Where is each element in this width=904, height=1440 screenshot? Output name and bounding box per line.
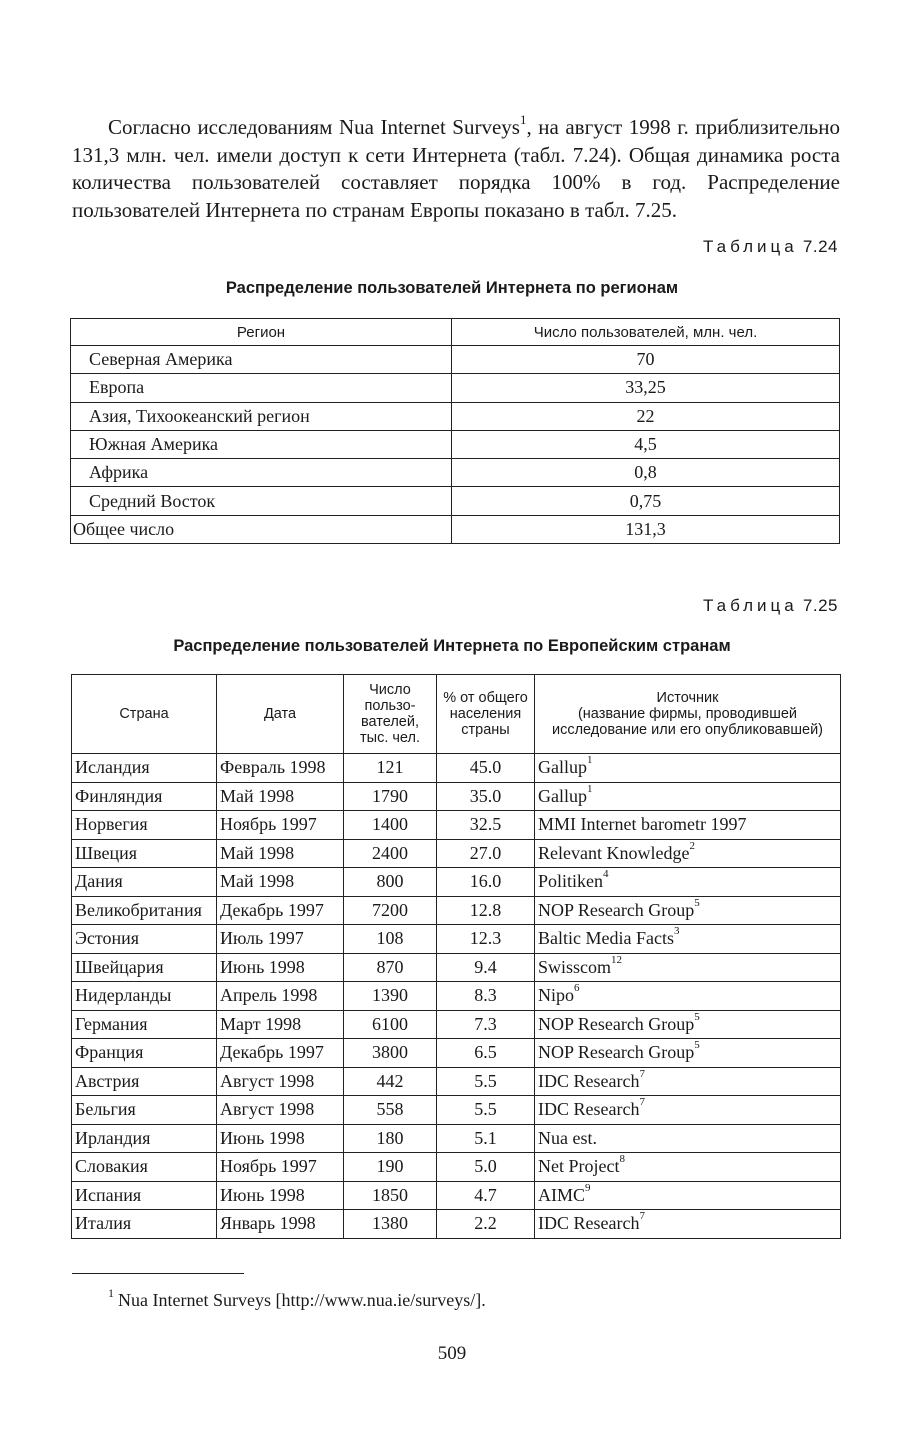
table-row bbox=[72, 868, 841, 897]
table-row bbox=[72, 1124, 841, 1153]
source-name: Baltic Media Facts bbox=[538, 928, 674, 949]
source-footnote-ref: 5 bbox=[694, 1010, 700, 1023]
source-name: IDC Research bbox=[538, 1213, 640, 1234]
country-cell: Швейцария bbox=[72, 953, 217, 982]
source-footnote-ref: 1 bbox=[587, 782, 593, 795]
source-cell bbox=[535, 1124, 841, 1153]
country-cell: Словакия bbox=[72, 1153, 217, 1182]
header-source: Источник (название фирмы, проводившей исследование или его опубликовавшей) bbox=[535, 675, 841, 754]
source-name: AIMC bbox=[538, 1184, 586, 1205]
users-cell: 121 bbox=[344, 754, 437, 783]
source-cell bbox=[535, 839, 841, 868]
source-name: NOP Research Group bbox=[538, 1013, 695, 1034]
source-name: Nipo bbox=[538, 985, 574, 1006]
country-cell: Швеция bbox=[72, 839, 217, 868]
source-footnote-ref: 5 bbox=[694, 1039, 700, 1052]
country-cell: Дания bbox=[72, 868, 217, 897]
header-date: Дата bbox=[217, 675, 344, 754]
percent-cell: 16.0 bbox=[437, 868, 535, 897]
source-name: Nua est. bbox=[538, 1127, 597, 1148]
table-2-label: Таблица 7.25 bbox=[703, 596, 838, 615]
source-cell bbox=[535, 982, 841, 1011]
table-row bbox=[72, 1067, 841, 1096]
source-footnote-ref: 7 bbox=[639, 1067, 645, 1080]
date-cell: Июль 1997 bbox=[217, 925, 344, 954]
header-percent: % от общего населения страны bbox=[437, 675, 535, 754]
country-cell: Бельгия bbox=[72, 1096, 217, 1125]
source-footnote-ref: 2 bbox=[689, 839, 695, 852]
source-footnote-ref: 7 bbox=[639, 1210, 645, 1223]
percent-cell: 12.3 bbox=[437, 925, 535, 954]
country-cell: Финляндия bbox=[72, 782, 217, 811]
source-footnote-ref: 1 bbox=[587, 754, 593, 767]
paragraph-part-1: Согласно исследованиям Nua Internet Surveys bbox=[108, 115, 520, 139]
date-cell: Ноябрь 1997 bbox=[217, 1153, 344, 1182]
country-cell: Испания bbox=[72, 1181, 217, 1210]
users-cell: 3800 bbox=[344, 1039, 437, 1068]
source-cell bbox=[535, 953, 841, 982]
table-row bbox=[72, 1181, 841, 1210]
date-cell: Май 1998 bbox=[217, 868, 344, 897]
users-cell: 7200 bbox=[344, 896, 437, 925]
table-row bbox=[72, 925, 841, 954]
source-cell bbox=[535, 896, 841, 925]
region-cell: Северная Америка bbox=[71, 346, 452, 374]
region-cell: Европа bbox=[71, 374, 452, 402]
source-name: IDC Research bbox=[538, 1070, 640, 1091]
source-name: MMI Internet barometr 1997 bbox=[538, 814, 747, 835]
region-cell: Общее число bbox=[71, 515, 452, 543]
country-cell: Италия bbox=[72, 1210, 217, 1239]
percent-cell: 9.4 bbox=[437, 953, 535, 982]
source-cell bbox=[535, 754, 841, 783]
footnote bbox=[108, 1286, 486, 1311]
table-header-row bbox=[72, 675, 841, 754]
country-cell: Ирландия bbox=[72, 1124, 217, 1153]
source-cell bbox=[535, 1067, 841, 1096]
source-cell bbox=[535, 1210, 841, 1239]
source-footnote-ref: 12 bbox=[611, 953, 623, 966]
users-cell: 870 bbox=[344, 953, 437, 982]
percent-cell: 6.5 bbox=[437, 1039, 535, 1068]
footnote-text: Nua Internet Surveys [http://www.nua.ie/surveys/]. bbox=[118, 1290, 486, 1310]
region-cell: Средний Восток bbox=[71, 487, 452, 515]
users-cell: 800 bbox=[344, 868, 437, 897]
country-cell: Австрия bbox=[72, 1067, 217, 1096]
header-users: Число пользо- вателей, тыс. чел. bbox=[344, 675, 437, 754]
table-row bbox=[72, 953, 841, 982]
table-1-title: Распределение пользователей Интернета по регионам bbox=[225, 279, 679, 297]
source-footnote-ref: 3 bbox=[673, 925, 680, 938]
users-cell: 1400 bbox=[344, 811, 437, 840]
percent-cell: 5.1 bbox=[437, 1124, 535, 1153]
header-users: Число пользователей, млн. чел. bbox=[452, 319, 840, 346]
table-row bbox=[71, 459, 840, 487]
users-cell: 6100 bbox=[344, 1010, 437, 1039]
users-cell: 1380 bbox=[344, 1210, 437, 1239]
country-cell: Эстония bbox=[72, 925, 217, 954]
percent-cell: 32.5 bbox=[437, 811, 535, 840]
country-cell: Исландия bbox=[72, 754, 217, 783]
users-cell: 180 bbox=[344, 1124, 437, 1153]
page-number: 509 bbox=[437, 1343, 467, 1364]
footnote-ref: 1 bbox=[519, 112, 527, 127]
table-row bbox=[72, 839, 841, 868]
source-name: Politiken bbox=[538, 871, 604, 892]
table-row bbox=[71, 374, 840, 402]
date-cell: Декабрь 1997 bbox=[217, 1039, 344, 1068]
source-name: IDC Research bbox=[538, 1099, 640, 1120]
header-country: Страна bbox=[72, 675, 217, 754]
source-footnote-ref: 7 bbox=[639, 1096, 645, 1109]
date-cell: Июнь 1998 bbox=[217, 1181, 344, 1210]
table-row bbox=[72, 982, 841, 1011]
table-row bbox=[71, 346, 840, 374]
table-row bbox=[72, 1210, 841, 1239]
country-cell: Франция bbox=[72, 1039, 217, 1068]
percent-cell: 45.0 bbox=[437, 754, 535, 783]
source-footnote-ref: 9 bbox=[585, 1181, 591, 1194]
table-2-title: Распределение пользователей Интернета по Европейским странам bbox=[173, 637, 731, 655]
region-cell: Азия, Тихоокеанский регион bbox=[71, 402, 452, 430]
header-region: Регион bbox=[71, 319, 452, 346]
source-footnote-ref: 8 bbox=[619, 1153, 625, 1166]
source-cell bbox=[535, 1010, 841, 1039]
footnote-divider bbox=[72, 1273, 244, 1274]
users-cell: 1850 bbox=[344, 1181, 437, 1210]
table-row bbox=[72, 1153, 841, 1182]
users-cell: 70 bbox=[452, 346, 840, 374]
source-cell bbox=[535, 782, 841, 811]
source-name: Net Project bbox=[538, 1156, 620, 1177]
users-cell: 0,75 bbox=[452, 487, 840, 515]
source-cell bbox=[535, 1181, 841, 1210]
source-cell bbox=[535, 1039, 841, 1068]
users-cell: 0,8 bbox=[452, 459, 840, 487]
source-name: Gallup bbox=[538, 785, 587, 806]
country-cell: Нидерланды bbox=[72, 982, 217, 1011]
users-cell: 442 bbox=[344, 1067, 437, 1096]
table-row bbox=[71, 515, 840, 543]
region-cell: Южная Америка bbox=[71, 430, 452, 458]
users-cell: 131,3 bbox=[452, 515, 840, 543]
source-cell bbox=[535, 925, 841, 954]
date-cell: Март 1998 bbox=[217, 1010, 344, 1039]
regions-table bbox=[70, 318, 840, 544]
users-cell: 1790 bbox=[344, 782, 437, 811]
source-name: NOP Research Group bbox=[538, 1042, 695, 1063]
date-cell: Июнь 1998 bbox=[217, 1124, 344, 1153]
source-footnote-ref: 4 bbox=[603, 868, 609, 881]
table-row bbox=[72, 896, 841, 925]
source-name: NOP Research Group bbox=[538, 899, 695, 920]
users-cell: 2400 bbox=[344, 839, 437, 868]
percent-cell: 5.0 bbox=[437, 1153, 535, 1182]
percent-cell: 27.0 bbox=[437, 839, 535, 868]
percent-cell: 35.0 bbox=[437, 782, 535, 811]
percent-cell: 8.3 bbox=[437, 982, 535, 1011]
date-cell: Июнь 1998 bbox=[217, 953, 344, 982]
source-footnote-ref: 6 bbox=[574, 982, 580, 995]
percent-cell: 5.5 bbox=[437, 1067, 535, 1096]
table-row bbox=[72, 782, 841, 811]
source-name: Relevant Knowledge bbox=[538, 842, 690, 863]
source-name: Swisscom bbox=[538, 956, 612, 977]
source-name: Gallup bbox=[538, 757, 587, 778]
source-footnote-ref: 5 bbox=[694, 896, 700, 909]
table-header-row bbox=[71, 319, 840, 346]
country-cell: Норвегия bbox=[72, 811, 217, 840]
source-cell bbox=[535, 868, 841, 897]
source-cell bbox=[535, 1096, 841, 1125]
users-cell: 22 bbox=[452, 402, 840, 430]
table-row bbox=[71, 402, 840, 430]
table-row bbox=[71, 487, 840, 515]
users-cell: 1390 bbox=[344, 982, 437, 1011]
date-cell: Декабрь 1997 bbox=[217, 896, 344, 925]
source-cell bbox=[535, 811, 841, 840]
users-cell: 33,25 bbox=[452, 374, 840, 402]
table-1-label: Таблица 7.24 bbox=[703, 237, 838, 256]
date-cell: Август 1998 bbox=[217, 1096, 344, 1125]
percent-cell: 12.8 bbox=[437, 896, 535, 925]
users-cell: 108 bbox=[344, 925, 437, 954]
country-cell: Германия bbox=[72, 1010, 217, 1039]
table-row bbox=[71, 430, 840, 458]
users-cell: 4,5 bbox=[452, 430, 840, 458]
percent-cell: 7.3 bbox=[437, 1010, 535, 1039]
region-cell: Африка bbox=[71, 459, 452, 487]
percent-cell: 2.2 bbox=[437, 1210, 535, 1239]
date-cell: Апрель 1998 bbox=[217, 982, 344, 1011]
percent-cell: 4.7 bbox=[437, 1181, 535, 1210]
table-row bbox=[72, 754, 841, 783]
date-cell: Январь 1998 bbox=[217, 1210, 344, 1239]
users-cell: 558 bbox=[344, 1096, 437, 1125]
users-cell: 190 bbox=[344, 1153, 437, 1182]
intro-paragraph bbox=[72, 114, 840, 224]
table-row bbox=[72, 1096, 841, 1125]
date-cell: Август 1998 bbox=[217, 1067, 344, 1096]
paragraph-part-2: , на август 1998 г. приблизительно 131,3 млн. чел. имели доступ к сети Интернета (табл. 7.24). Общая динамика роста количества пользователей составляет порядка 100% в год. Распределение пользователей Интернета по странам Европы показано в табл. 7.25. bbox=[72, 115, 840, 222]
footnote-number: 1 bbox=[108, 1286, 114, 1300]
percent-cell: 5.5 bbox=[437, 1096, 535, 1125]
table-row bbox=[72, 1039, 841, 1068]
date-cell: Май 1998 bbox=[217, 782, 344, 811]
table-row bbox=[72, 811, 841, 840]
europe-table bbox=[71, 674, 841, 1239]
country-cell: Великобритания bbox=[72, 896, 217, 925]
table-row bbox=[72, 1010, 841, 1039]
date-cell: Май 1998 bbox=[217, 839, 344, 868]
source-cell bbox=[535, 1153, 841, 1182]
date-cell: Февраль 1998 bbox=[217, 754, 344, 783]
date-cell: Ноябрь 1997 bbox=[217, 811, 344, 840]
